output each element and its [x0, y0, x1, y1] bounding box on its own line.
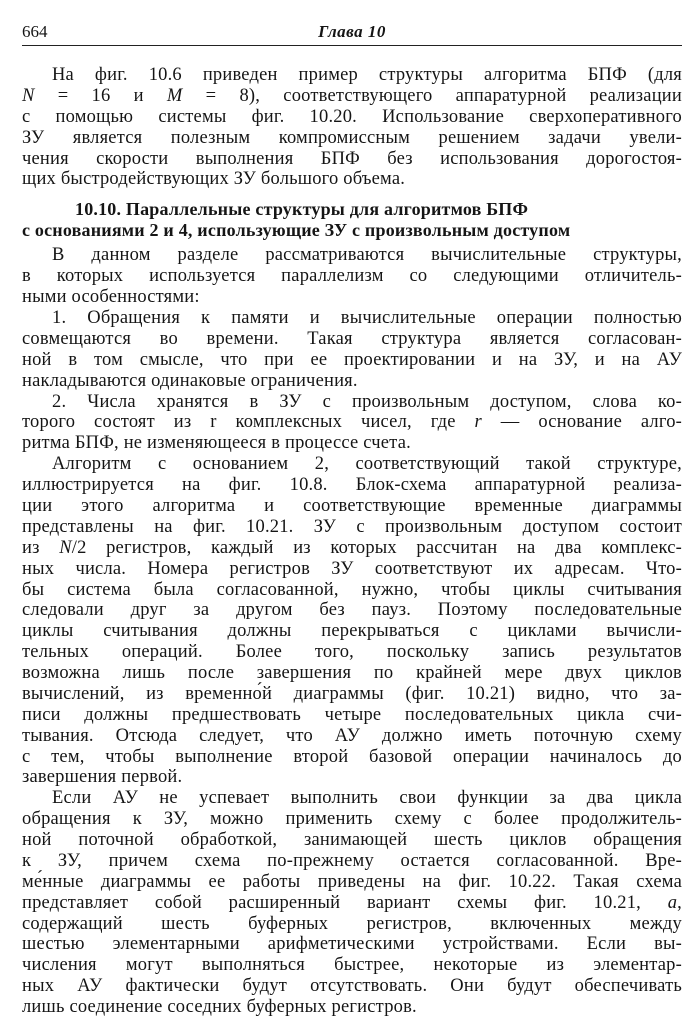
page-number: 664 [22, 22, 48, 41]
text-line: лишь соединение соседних буферных регистров. [22, 997, 417, 1018]
text-line: накладываются одинаковые ограничения. [22, 370, 358, 391]
text-line: 1. Обращения к памяти и вычислительные операции полностью [52, 308, 682, 329]
text-line: шестью элементарными арифметическими устройствами. Если вы- [22, 934, 682, 955]
running-header [22, 22, 682, 46]
text-line: ной поточной обработкой, занимающей шесть циклов обращения [22, 830, 682, 851]
text-line: 2. Числа хранятся в ЗУ с произвольным доступом, слова ко- [52, 391, 682, 412]
text-line: N = 16 и M = 8), соответствующего аппаратурной реализации [22, 85, 683, 106]
text-line: ных числа. Номера регистров ЗУ соответствуют их адресам. Что- [22, 558, 682, 579]
text-line: бы система была согласованной, нужно, чтобы циклы считывания [22, 579, 682, 600]
chapter-title: Глава 10 [318, 22, 386, 41]
text-line: В данном разделе рассматриваются вычислительные структуры, [52, 245, 682, 266]
text-line: обращения к ЗУ, можно применить схему с более продолжитель- [22, 809, 682, 830]
text-line: Если АУ не успевает выполнить свои функции за два цикла [52, 788, 682, 809]
text-line: тельных операций. Более того, поскольку запись результатов [22, 642, 682, 663]
section-heading: 10.10. Параллельные структуры для алгоритмов БПФ [75, 199, 529, 220]
text-line: вычислений, из временно́й диаграммы (фиг. 10.21) видно, что за- [22, 683, 682, 704]
text-line: содержащий шесть буферных регистров, включенных между [22, 913, 682, 934]
text-line: представляет собой расширенный вариант схемы фиг. 10.21, а, [22, 892, 682, 913]
text-line: Алгоритм с основанием 2, соответствующий такой структуре, [52, 454, 682, 475]
text-line: ной в том смысле, что при ее проектировании и на ЗУ, и на АУ [22, 349, 682, 370]
text-line: писи должны предшествовать четыре последовательных цикла счи- [22, 704, 682, 725]
text-line: представлены на фиг. 10.21. ЗУ с произвольным доступом состоит [22, 516, 682, 537]
text-line: ными особенностями: [22, 287, 200, 308]
text-line: ме́нные диаграммы ее работы приведены на фиг. 10.22. Такая схема [22, 871, 682, 892]
text-line: тывания. Отсюда следует, что АУ должно иметь поточную схему [22, 725, 682, 746]
text-line: ритма БПФ, не изменяющееся в процессе счета. [22, 433, 411, 454]
text-line: в которых используется параллелизм со следующими отличитель- [22, 266, 682, 287]
text-line: чения скорости выполнения БПФ без использования дорогостоя- [22, 148, 682, 169]
text-line: возможна лишь после завершения по крайней мере двух циклов [22, 663, 682, 684]
text-line: циклы считывания должны перекрываться с циклами вычисли- [22, 621, 682, 642]
text-line: щих быстродействующих ЗУ большого объема. [22, 169, 406, 190]
text-line: ЗУ является полезным компромиссным решением задачи увели- [22, 127, 682, 148]
section-heading: с основаниями 2 и 4, использующие ЗУ с произвольным доступом [22, 220, 571, 241]
text-line: ных АУ фактически будут отсутствовать. Они будут обеспечивать [22, 976, 682, 997]
text-line: числения могут выполняться быстрее, некоторые из элементар- [22, 955, 682, 976]
text-line: следовали друг за другом без пауз. Поэтому последовательные [22, 600, 682, 621]
text-line: торого состоят из r комплексных чисел, где r — основание алго- [22, 412, 683, 433]
text-line: совмещаются во времени. Такая структура является согласован- [22, 328, 682, 349]
text-line: На фиг. 10.6 приведен пример структуры алгоритма БПФ (для [52, 65, 682, 85]
text-line: иллюстрируется на фиг. 10.8. Блок-схема аппаратурной реализа- [22, 475, 682, 496]
text-line: к ЗУ, причем схема по-прежнему остается согласованной. Вре- [22, 850, 682, 871]
text-line: с помощью системы фиг. 10.20. Использование сверхоперативного [22, 106, 682, 127]
text-line: ции этого алгоритма и соответствующие временные диаграммы [22, 495, 682, 516]
header-rule [22, 45, 682, 46]
text-line: завершения первой. [22, 767, 183, 788]
text-line: из N/2 регистров, каждый из которых рассчитан на два комплекс- [22, 537, 683, 558]
text-line: с тем, чтобы выполнение второй базовой операции начиналось до [22, 746, 682, 767]
